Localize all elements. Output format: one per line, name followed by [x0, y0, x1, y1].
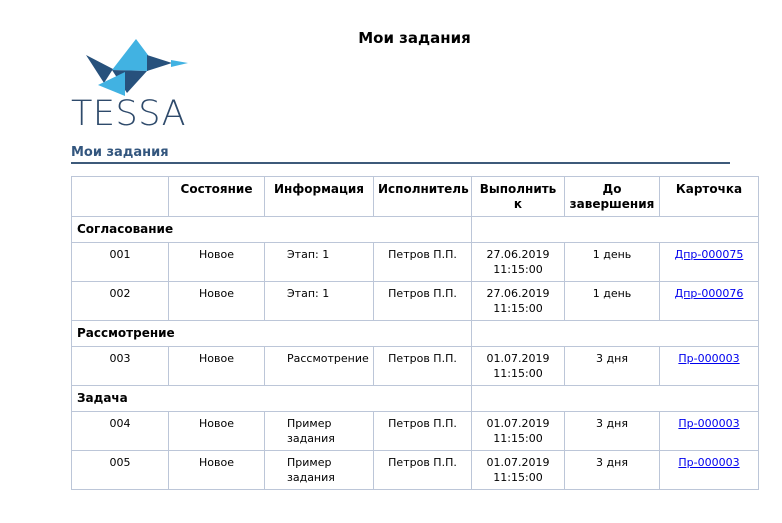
cell-state: Новое	[169, 282, 265, 321]
origami-bird-icon	[71, 33, 211, 98]
cell-info: Рассмотрение	[265, 347, 374, 386]
table-row	[72, 347, 759, 386]
cell-remaining: 3 дня	[565, 412, 660, 451]
cell-due: 01.07.2019 11:15:00	[472, 451, 565, 490]
tessa-logo	[71, 33, 211, 132]
cell-due: 27.06.2019 11:15:00	[472, 243, 565, 282]
cell-number: 002	[72, 282, 169, 321]
group-row-spacer	[472, 217, 759, 243]
cell-number: 005	[72, 451, 169, 490]
brand-wordmark: TESSA	[71, 94, 187, 134]
cell-number: 001	[72, 243, 169, 282]
cell-card	[660, 243, 759, 282]
group-row-spacer	[472, 321, 759, 347]
table-row	[72, 412, 759, 451]
cell-remaining: 3 дня	[565, 347, 660, 386]
column-header-state: Состояние	[169, 177, 265, 217]
group-row-soglasovanie	[72, 217, 759, 243]
card-link[interactable]: Дпр-000076	[674, 287, 744, 300]
column-header-executor: Исполнитель	[374, 177, 472, 217]
cell-card	[660, 412, 759, 451]
cell-number: 004	[72, 412, 169, 451]
table-row	[72, 282, 759, 321]
column-header-remaining: До завершения	[565, 177, 660, 217]
column-header-due: Выполнить к	[472, 177, 565, 217]
cell-state: Новое	[169, 451, 265, 490]
cell-info: Этап: 1	[265, 282, 374, 321]
cell-remaining: 1 день	[565, 243, 660, 282]
cell-card	[660, 347, 759, 386]
report-page	[71, 0, 758, 490]
group-row-spacer	[472, 386, 759, 412]
cell-remaining: 1 день	[565, 282, 660, 321]
card-link[interactable]: Пр-000003	[678, 456, 740, 469]
card-link[interactable]: Пр-000003	[678, 417, 740, 430]
group-label: Задача	[72, 386, 472, 412]
cell-executor: Петров П.П.	[374, 412, 472, 451]
cell-card	[660, 451, 759, 490]
group-row-rassmotrenie	[72, 321, 759, 347]
column-header-card: Карточка	[660, 177, 759, 217]
page-title: Мои задания	[358, 29, 471, 47]
column-header-info: Информация	[265, 177, 374, 217]
cell-number: 003	[72, 347, 169, 386]
cell-executor: Петров П.П.	[374, 451, 472, 490]
group-label: Согласование	[72, 217, 472, 243]
group-row-zadacha	[72, 386, 759, 412]
cell-info: Пример задания	[265, 412, 374, 451]
cell-due: 01.07.2019 11:15:00	[472, 347, 565, 386]
breadcrumb-link[interactable]: Мои задания	[71, 145, 169, 160]
cell-executor: Петров П.П.	[374, 243, 472, 282]
card-link[interactable]: Дпр-000075	[674, 248, 744, 261]
cell-info: Этап: 1	[265, 243, 374, 282]
cell-executor: Петров П.П.	[374, 282, 472, 321]
card-link[interactable]: Пр-000003	[678, 352, 740, 365]
breadcrumb	[71, 141, 730, 164]
cell-due: 27.06.2019 11:15:00	[472, 282, 565, 321]
cell-executor: Петров П.П.	[374, 347, 472, 386]
table-header-row	[72, 177, 759, 217]
tasks-table	[71, 176, 759, 490]
group-label: Рассмотрение	[72, 321, 472, 347]
report-header	[71, 0, 758, 176]
cell-state: Новое	[169, 412, 265, 451]
column-header-number	[72, 177, 169, 217]
cell-card	[660, 282, 759, 321]
cell-info: Пример задания	[265, 451, 374, 490]
table-row	[72, 451, 759, 490]
cell-due: 01.07.2019 11:15:00	[472, 412, 565, 451]
cell-remaining: 3 дня	[565, 451, 660, 490]
cell-state: Новое	[169, 347, 265, 386]
cell-state: Новое	[169, 243, 265, 282]
table-row	[72, 243, 759, 282]
